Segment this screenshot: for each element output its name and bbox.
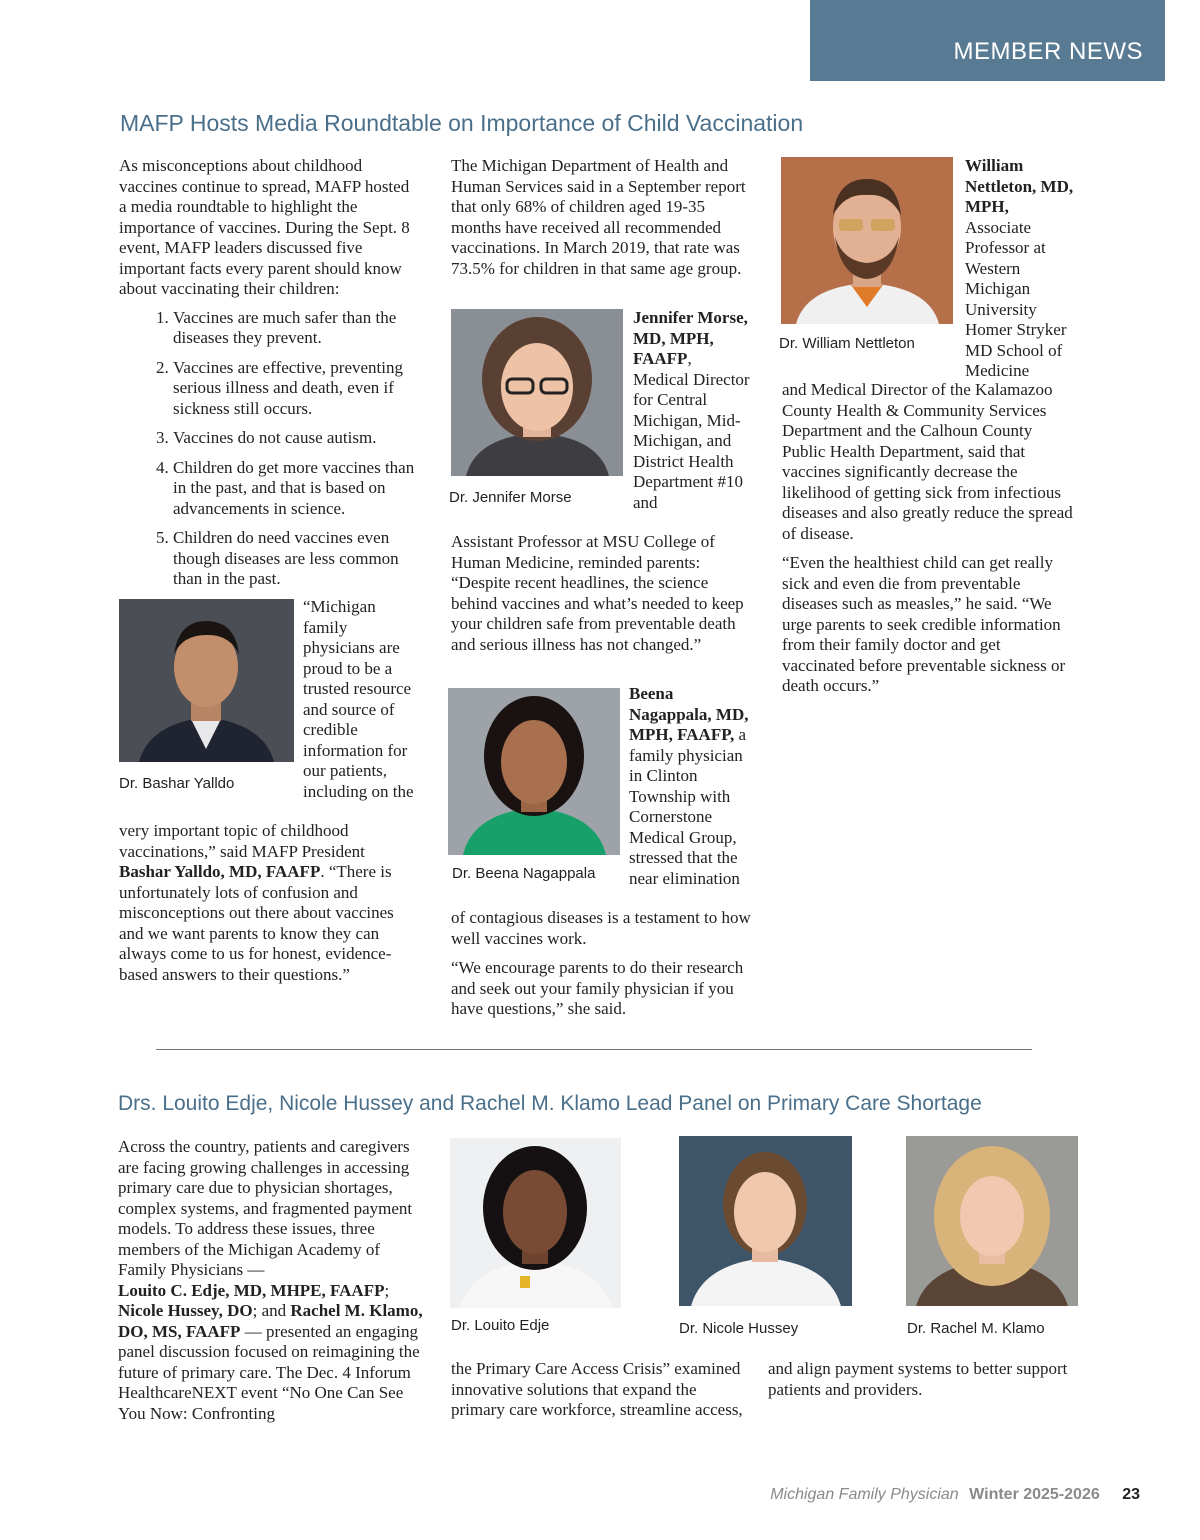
photo-caption: Dr. Louito Edje — [451, 1317, 550, 1334]
section-label: MEMBER NEWS — [953, 38, 1143, 65]
page-footer — [770, 1486, 1140, 1504]
morse-text-continued: Assistant Professor at MSU College of Human Medicine, reminded parents: “Despite recent headlines, the science behind vaccines and what’s needed to keep your children safe from preventable death and serious illness has not changed.” — [451, 532, 744, 654]
article2-column-3: and align payment systems to better support patients and providers. — [768, 1359, 1068, 1399]
person-name: Jennifer Morse, MD, MPH, FAAFP — [633, 308, 748, 368]
article-title: MAFP Hosts Media Roundtable on Importance of Child Vaccination — [120, 110, 804, 136]
photo-caption: Dr. Jennifer Morse — [449, 489, 572, 506]
photo-caption: Dr. Rachel M. Klamo — [907, 1320, 1045, 1337]
photo-william-nettleton — [781, 157, 953, 324]
photo-caption: Dr. Nicole Hussey — [679, 1320, 799, 1337]
nettleton-text-continued: and Medical Director of the Kalamazoo County Health & Community Services Department and the Calhoun County Public Health Department, said that vaccines significantly decrease the likelihood of getting sick from infectious diseases and also greatly reduce the spread of disease. “Even the healthiest child can get really sick and even die from preventable diseases such as measles,” he said. “We urge parents to seek credible information from their family doctor and get vaccinated before preventable sickness or death occurs.” — [782, 380, 1073, 695]
photo-rachel-klamo — [906, 1136, 1078, 1306]
photo-nicole-hussey — [679, 1136, 852, 1306]
person-name: Louito C. Edje, MD, MHPE, FAAFP — [118, 1280, 385, 1300]
nagappala-text-continued: of contagious diseases is a testament to how well vaccines work. “We encourage parents to do their research and seek out your family physician if you have questions,” she said. — [451, 908, 751, 1018]
intro-paragraph: As misconceptions about childhood vaccines continue to spread, MAFP hosted a media roundtable to highlight the importance of vaccines. During the Sept. 8 event, MAFP leaders discussed five important facts every parent should know about vaccinating their children: — [119, 156, 410, 298]
list-item: 4. Children do get more vaccines than in the past, and that is based on advancements in science. — [173, 458, 419, 520]
article-column-1 — [119, 156, 419, 599]
photo-bashar-yalldo — [119, 599, 294, 762]
yalldo-quote-wrap: “Michigan family physicians are proud to be a trusted resource and source of credible information for our patients, including on the — [303, 597, 414, 801]
yalldo-quote-continued: very important topic of childhood vaccinations,” said MAFP President Bashar Yalldo, MD, FAAFP. “There is unfortunately lots of confusion and misconceptions out there about vaccines and we want parents to know they can always come to us for honest, evidence-based answers to their questions.” — [119, 821, 394, 984]
publication-name: Michigan Family Physician — [770, 1486, 959, 1503]
person-name: Nicole Hussey, DO — [118, 1301, 253, 1320]
list-item: 5. Children do need vaccines even though diseases are less common than in the past. — [173, 528, 419, 590]
person-name: William Nettleton, MD, MPH, — [965, 156, 1074, 216]
nagappala-text-wrap: Beena Nagappala, MD, MPH, FAAFP, a family physician in Clinton Township with Cornerstone Medical Group, stressed that the near elimination — [629, 684, 749, 888]
photo-louito-edje — [450, 1138, 621, 1308]
photo-jennifer-morse — [451, 309, 623, 476]
person-name: Bashar Yalldo, MD, FAAFP — [119, 862, 321, 881]
person-name: Rachel M. Klamo, DO, MS, FAAFP — [118, 1301, 423, 1341]
photo-caption: Dr. Beena Nagappala — [452, 865, 596, 882]
photo-beena-nagappala — [448, 688, 620, 855]
photo-caption: Dr. William Nettleton — [779, 335, 915, 352]
page-number: 23 — [1122, 1486, 1140, 1503]
mdhhs-paragraph: The Michigan Department of Health and Human Services said in a September report that only 68% of children aged 19-35 months have received all recommended vaccinations. In March 2019, that rate was 73.5% for children in that same age group. — [451, 156, 746, 278]
edition-label: Winter 2025-2026 — [969, 1486, 1100, 1503]
section-divider — [156, 1049, 1032, 1050]
nettleton-text-wrap: William Nettleton, MD, MPH, Associate Professor at Western Michigan University Homer Stryker MD School of Medicine — [965, 156, 1074, 380]
photo-caption: Dr. Bashar Yalldo — [119, 775, 235, 792]
article2-column-2: the Primary Care Access Crisis” examined innovative solutions that expand the primary care workforce, streamline access, — [451, 1359, 743, 1419]
list-item: 2. Vaccines are effective, preventing serious illness and death, even if sickness still occurs. — [173, 358, 419, 420]
person-name: Beena Nagappala, MD, MPH, FAAFP, — [629, 684, 749, 744]
morse-text-wrap: Jennifer Morse, MD, MPH, FAAFP, Medical Director for Central Michigan, Mid-Michigan, and District Health Department #10 and — [633, 308, 750, 512]
article2-column-1: Across the country, patients and caregivers are facing growing challenges in accessing primary care due to physician shortages, complex systems, and fragmented payment models. To address these issues, three members of the Michigan Academy of Family Physicians — Louito C. Edje, MD, MHPE, FAAFP; Nicole Hussey, DO; and Rachel M. Klamo, DO, MS, FAAFP — presented an engaging panel discussion focused on reimagining the future of primary care. The Dec. 4 Inforum HealthcareNEXT event “No One Can See You Now: Confronting — [118, 1137, 423, 1423]
article-column-2 — [451, 156, 751, 279]
section-header — [810, 0, 1165, 81]
facts-list — [119, 308, 419, 590]
list-item: 3. Vaccines do not cause autism. — [173, 428, 419, 449]
article-title: Drs. Louito Edje, Nicole Hussey and Rachel M. Klamo Lead Panel on Primary Care Shortage — [118, 1092, 982, 1115]
list-item: 1. Vaccines are much safer than the diseases they prevent. — [173, 308, 419, 349]
